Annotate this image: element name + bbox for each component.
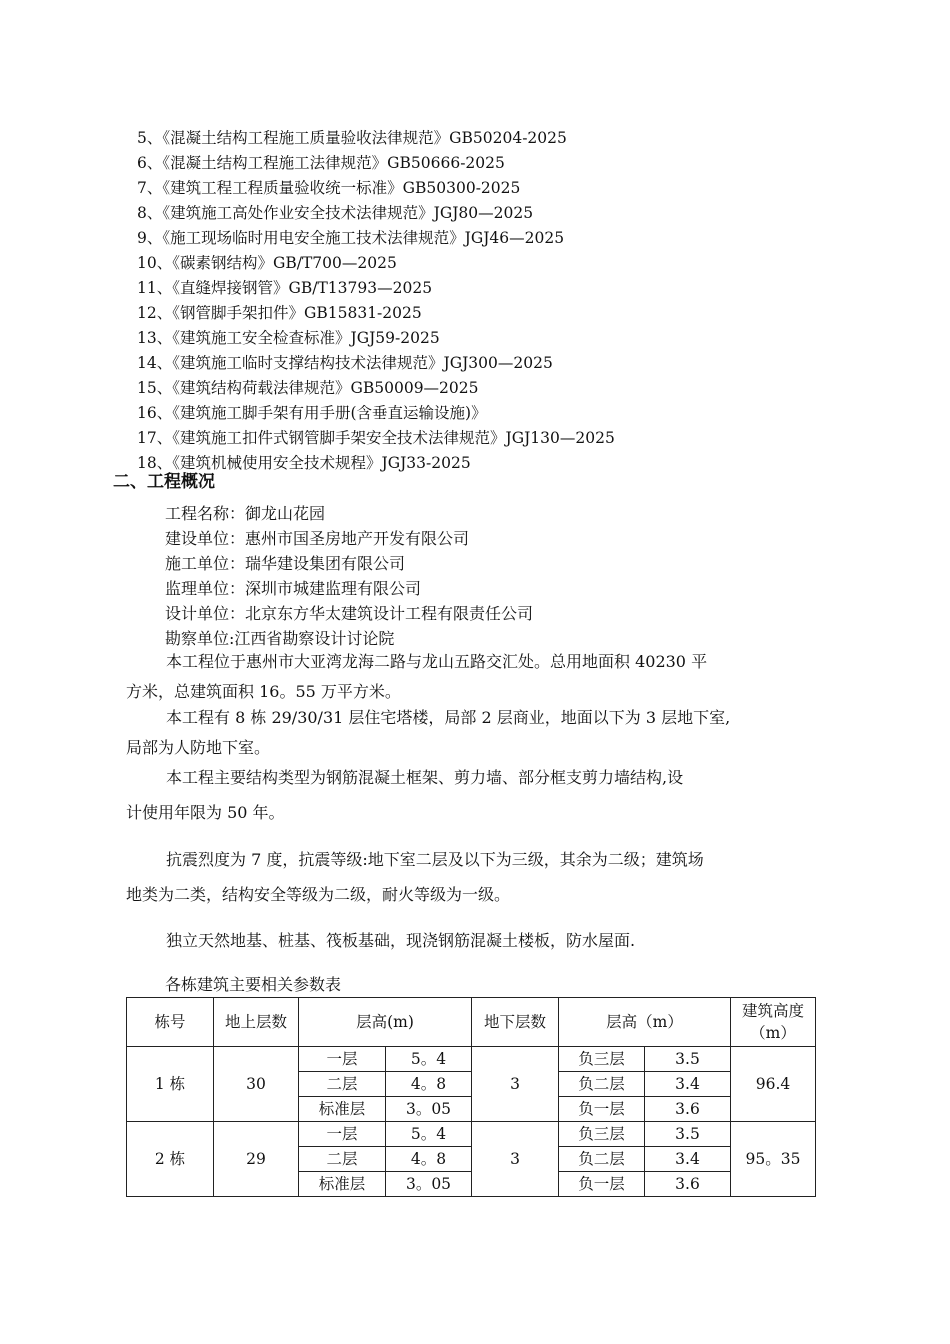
cell-basement-height: 3.6 (645, 1097, 731, 1122)
reference-item: 11、《直缝焊接钢管》GB/T13793—2025 (137, 279, 433, 297)
cell-floor-name: 标准层 (299, 1172, 386, 1197)
cell-basement-height: 3.5 (645, 1047, 731, 1072)
reference-item: 12、《钢管脚手架扣件》GB15831-2025 (137, 304, 422, 322)
paragraph-line: 本工程有 8 栋 29/30/31 层住宅塔楼，局部 2 层商业，地面以下为 3 层地下室, (166, 708, 731, 727)
cell-basement-height: 3.5 (645, 1122, 731, 1147)
reference-item: 6、《混凝土结构工程施工法律规范》GB50666-2025 (137, 154, 505, 172)
reference-item: 8、《建筑施工高处作业安全技术法律规范》JGJ80—2025 (137, 204, 534, 222)
cell-basement-name: 负二层 (559, 1072, 645, 1097)
header-basement-height: 层高（m） (559, 998, 731, 1047)
reference-item: 10、《碳素钢结构》GB/T700—2025 (137, 254, 397, 272)
cell-basement-height: 3.4 (645, 1072, 731, 1097)
developer: 建设单位：惠州市国圣房地产开发有限公司 (165, 529, 470, 548)
paragraph-line: 计使用年限为 50 年。 (126, 803, 285, 822)
table-row (127, 1047, 816, 1072)
cell-building: 1 栋 (127, 1047, 214, 1122)
paragraph-buildings (126, 703, 796, 763)
paragraph-line: 方米，总建筑面积 16。55 万平方米。 (126, 682, 401, 701)
reference-list (137, 126, 615, 476)
project-info (165, 501, 533, 651)
header-floor-height: 层高(m) (299, 998, 472, 1047)
surveyor: 勘察单位:江西省勘察设计讨论院 (165, 629, 395, 648)
cell-building: 2 栋 (127, 1122, 214, 1197)
paragraph-seismic (126, 845, 796, 915)
paragraph-line: 独立天然地基、桩基、筏板基础，现浇钢筋混凝土楼板，防水屋面. (166, 931, 636, 950)
header-below-floors: 地下层数 (472, 998, 559, 1047)
section-title: 二、工程概况 (113, 472, 215, 492)
paragraph-foundation (126, 926, 796, 956)
cell-floor-name: 标准层 (299, 1097, 386, 1122)
cell-floor-height: 5。4 (386, 1122, 472, 1147)
header-building: 栋号 (127, 998, 214, 1047)
project-name: 工程名称：御龙山花园 (165, 504, 326, 523)
table-header-row (127, 998, 816, 1047)
reference-item: 5、《混凝土结构工程施工质量验收法律规范》GB50204-2025 (137, 129, 567, 147)
reference-item: 18、《建筑机械使用安全技术规程》JGJ33-2025 (137, 454, 471, 472)
cell-above-floors: 30 (214, 1047, 299, 1122)
parameter-table (126, 997, 816, 1197)
cell-total-height: 96.4 (731, 1047, 816, 1122)
header-total-height: 建筑高度（m） (731, 998, 816, 1047)
cell-above-floors: 29 (214, 1122, 299, 1197)
paragraph-line: 本工程位于惠州市大亚湾龙海二路与龙山五路交汇处。总用地面积 40230 平 (166, 652, 708, 671)
reference-item: 14、《建筑施工临时支撑结构技术法律规范》JGJ300—2025 (137, 354, 553, 372)
cell-basement-name: 负三层 (559, 1047, 645, 1072)
table-caption: 各栋建筑主要相关参数表 (165, 975, 342, 994)
designer: 设计单位：北京东方华太建筑设计工程有限责任公司 (165, 604, 534, 623)
cell-basement-name: 负二层 (559, 1147, 645, 1172)
header-above-floors: 地上层数 (214, 998, 299, 1047)
paragraph-line: 地类为二类，结构安全等级为二级，耐火等级为一级。 (126, 885, 511, 904)
cell-floor-name: 一层 (299, 1047, 386, 1072)
reference-item: 7、《建筑工程工程质量验收统一标准》GB50300-2025 (137, 179, 521, 197)
reference-item: 13、《建筑施工安全检查标准》JGJ59-2025 (137, 329, 440, 347)
cell-floor-height: 4。8 (386, 1072, 472, 1097)
cell-floor-name: 一层 (299, 1122, 386, 1147)
cell-basement-name: 负三层 (559, 1122, 645, 1147)
cell-floor-height: 5。4 (386, 1047, 472, 1072)
cell-floor-height: 4。8 (386, 1147, 472, 1172)
reference-item: 15、《建筑结构荷载法律规范》GB50009—2025 (137, 379, 479, 397)
cell-basement-name: 负一层 (559, 1097, 645, 1122)
cell-total-height: 95。35 (731, 1122, 816, 1197)
paragraph-line: 局部为人防地下室。 (126, 738, 271, 757)
paragraph-location (126, 647, 796, 707)
cell-floor-name: 二层 (299, 1072, 386, 1097)
paragraph-line: 本工程主要结构类型为钢筋混凝土框架、剪力墙、部分框支剪力墙结构,设 (166, 768, 684, 787)
cell-floor-height: 3。05 (386, 1097, 472, 1122)
paragraph-line: 抗震烈度为 7 度，抗震等级:地下室二层及以下为三级，其余为二级；建筑场 (166, 850, 704, 869)
supervisor: 监理单位：深圳市城建监理有限公司 (165, 579, 422, 598)
cell-basement-height: 3.4 (645, 1147, 731, 1172)
cell-floor-name: 二层 (299, 1147, 386, 1172)
cell-floor-height: 3。05 (386, 1172, 472, 1197)
contractor: 施工单位：瑞华建设集团有限公司 (165, 554, 406, 573)
cell-basement-name: 负一层 (559, 1172, 645, 1197)
paragraph-structure (126, 763, 796, 833)
cell-basement-height: 3.6 (645, 1172, 731, 1197)
reference-item: 9、《施工现场临时用电安全施工技术法律规范》JGJ46—2025 (137, 229, 565, 247)
cell-below-floors: 3 (472, 1122, 559, 1197)
cell-below-floors: 3 (472, 1047, 559, 1122)
reference-item: 17、《建筑施工扣件式钢管脚手架安全技术法律规范》JGJ130—2025 (137, 429, 615, 447)
reference-item: 16、《建筑施工脚手架有用手册(含垂直运输设施)》 (137, 404, 487, 422)
table-row (127, 1122, 816, 1147)
